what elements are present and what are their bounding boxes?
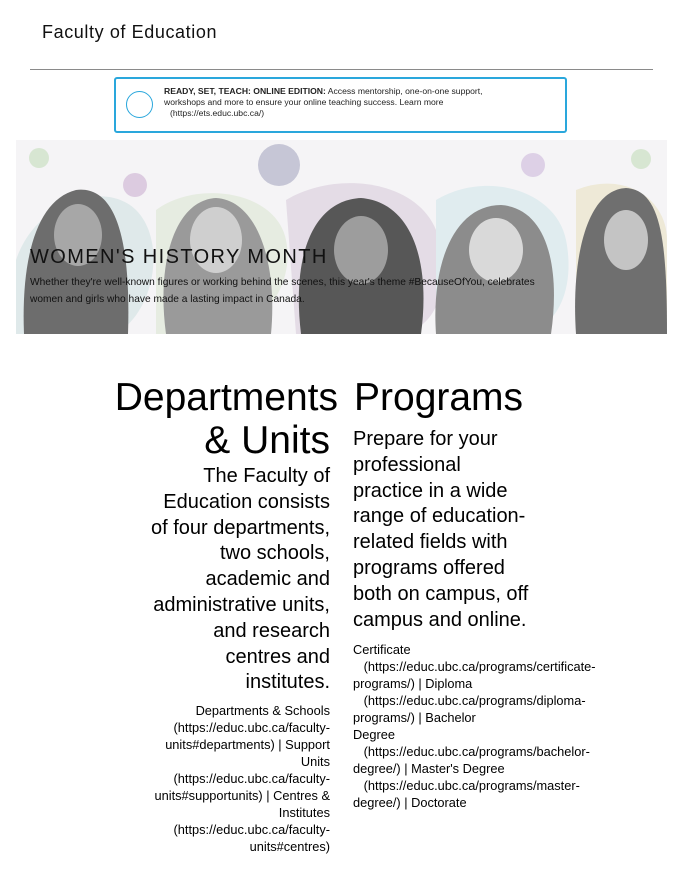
banner-text: Whether they're well-known figures or working behind the scenes, this year's theme #BecauseOfYou, celebrates women and girls who have made a lasting impact in Canada. — [30, 277, 535, 305]
site-title[interactable]: Faculty of Education — [42, 22, 218, 42]
programs-link-line[interactable]: Degree — [353, 727, 395, 743]
programs-lead: Prepare for your professional practice in a wide range of education-related fields with programs offered both on campus, off campus and online. — [353, 428, 529, 631]
programs-link-line[interactable]: programs/) | Diploma — [353, 676, 473, 692]
departments-section — [114, 376, 338, 855]
womens-history-banner[interactable] — [16, 140, 667, 334]
notice-link[interactable]: (https://ets.educ.ubc.ca/) — [170, 108, 265, 118]
programs-section — [353, 376, 596, 811]
banner-title: WOMEN'S HISTORY MONTH — [30, 246, 328, 268]
header-divider — [30, 69, 653, 70]
departments-heading[interactable]: Departments — [114, 376, 338, 419]
departments-heading-line2[interactable]: & Units — [204, 419, 330, 462]
online-teaching-notice[interactable] — [114, 77, 567, 133]
programs-heading[interactable]: Programs — [354, 376, 524, 419]
departments-links[interactable]: Departments & Schools (https://educ.ubc.ca/faculty-units#departments) | Support Units (https://educ.ubc.ca/faculty-units#supportunits) | Centres & Institutes (https://educ.ubc.ca/faculty-units#centres) — [154, 703, 330, 855]
programs-link-line[interactable]: degree/) | Master's Degree — [353, 761, 505, 777]
departments-lead: The Faculty of Education consists of four departments, two schools, academic and administrative units, and research centres and institutes. — [151, 465, 330, 694]
programs-link-line[interactable]: (https://educ.ubc.ca/programs/diploma- — [353, 693, 586, 709]
programs-link-line[interactable]: (https://educ.ubc.ca/programs/certificate- — [353, 659, 596, 675]
programs-link-line[interactable]: (https://educ.ubc.ca/programs/bachelor- — [353, 744, 590, 760]
notice-body: Access mentorship, one-on-one support, workshops and more to ensure your online teaching success. Learn more — [164, 86, 483, 107]
programs-link-line[interactable]: (https://educ.ubc.ca/programs/master- — [353, 778, 580, 794]
programs-link-line[interactable]: degree/) | Doctorate — [353, 795, 467, 811]
programs-link-line[interactable]: Certificate — [353, 642, 411, 658]
notice-circle-icon — [126, 91, 153, 118]
notice-text — [164, 86, 504, 119]
notice-heading: READY, SET, TEACH: ONLINE EDITION: — [164, 86, 326, 96]
programs-link-line[interactable]: programs/) | Bachelor — [353, 710, 476, 726]
programs-links[interactable] — [353, 641, 596, 811]
